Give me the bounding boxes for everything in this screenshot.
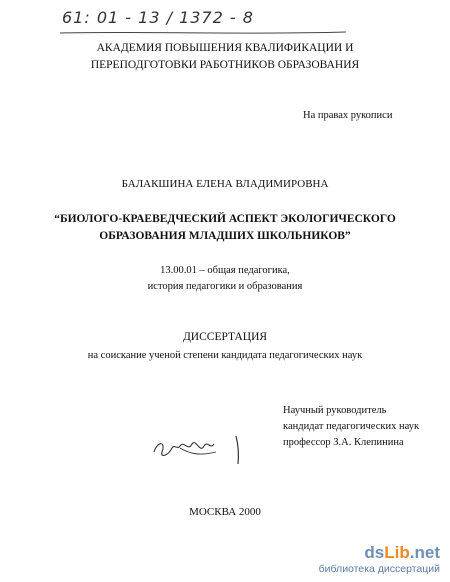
supervisor-line-3: профессор З.А. Клепинина	[283, 437, 404, 448]
supervisor-line-1: Научный руководитель	[283, 405, 387, 416]
institution-name	[0, 40, 450, 74]
supervisor-block	[283, 403, 419, 451]
specialty	[0, 263, 450, 295]
place-year: МОСКВА 2000	[189, 506, 261, 518]
dissertation-title	[0, 211, 450, 245]
rights-note: На правах рукописи	[303, 110, 393, 121]
degree-statement: на соискание ученой степени кандидата педагогических наук	[87, 350, 363, 361]
specialty-line-1: 13.00.01 – общая педагогика,	[160, 265, 290, 276]
dslib-tagline: библиотека диссертаций	[318, 563, 440, 575]
title-line-2: ОБРАЗОВАНИЯ МЛАДШИХ ШКОЛЬНИКОВ”	[99, 230, 351, 242]
dslib-watermark	[319, 544, 440, 576]
institution-line-2: ПЕРЕПОДГОТОВКИ РАБОТНИКОВ ОБРАЗОВАНИЯ	[90, 59, 360, 71]
institution-line-1: АКАДЕМИЯ ПОВЫШЕНИЯ КВАЛИФИКАЦИИ И	[96, 42, 354, 54]
handwritten-archive-number: 61: 01 - 13 / 1372 - 8	[62, 8, 254, 27]
work-type: ДИССЕРТАЦИЯ	[182, 331, 268, 343]
supervisor-line-2: кандидат педагогических наук	[283, 421, 420, 432]
archive-number-underline	[58, 30, 348, 36]
handwritten-signature	[150, 430, 250, 470]
author-name: БАЛАКШИНА ЕЛЕНА ВЛАДИМИРОВНА	[121, 178, 329, 190]
dslib-logo: dsLib.net	[364, 543, 440, 562]
specialty-line-2: история педагогики и образования	[147, 281, 303, 292]
title-line-1: “БИОЛОГО-КРАЕВЕДЧЕСКИЙ АСПЕКТ ЭКОЛОГИЧЕСКОГО	[54, 213, 396, 225]
